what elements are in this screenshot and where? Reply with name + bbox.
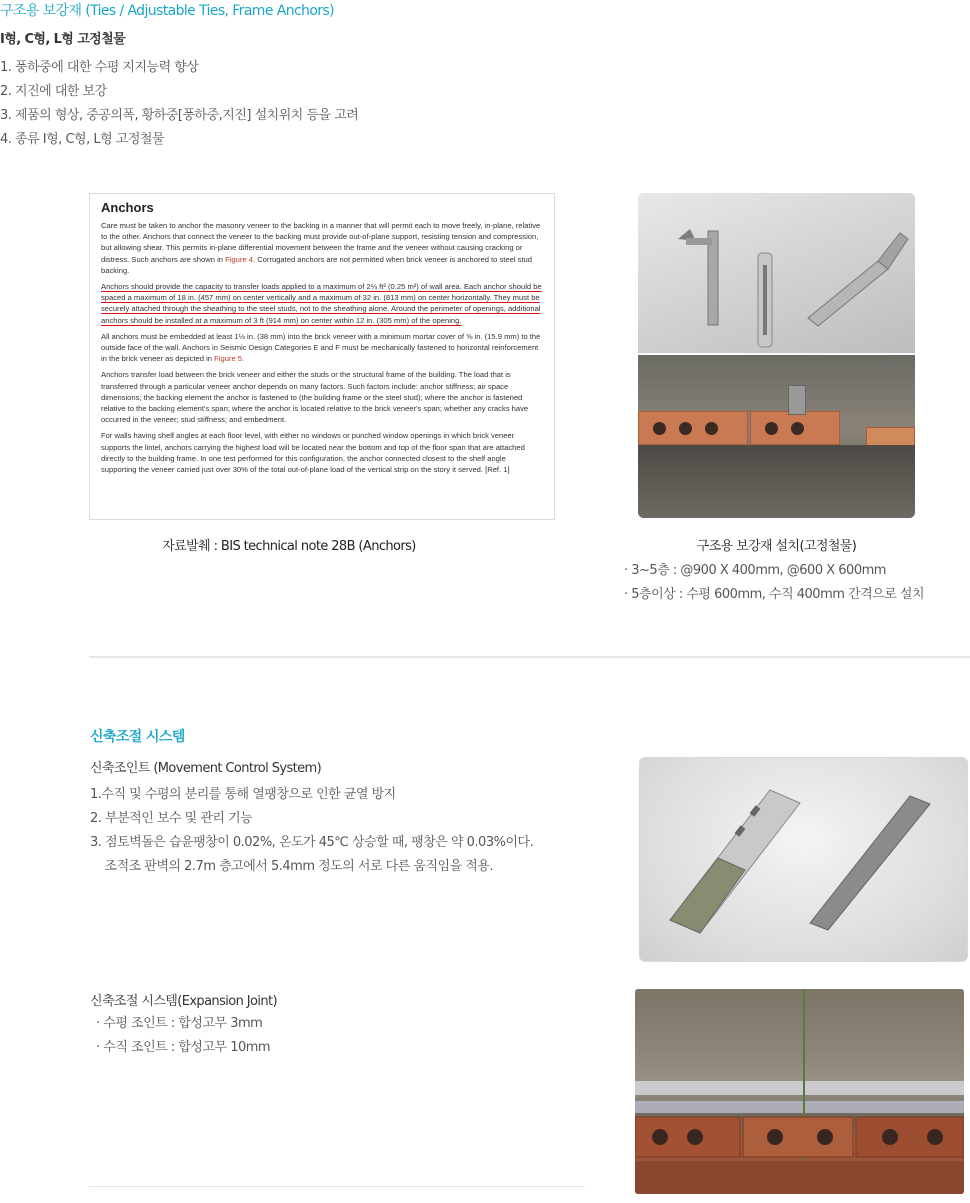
document-paragraph: Anchors transfer load between the brick veneer and either the studs or the structural frame of the building. The load that is transferred through a particular veneer anchor depends on many factors. Such factors include: anchor stiffness; air space dimensions; the backing element the anchor is fastened to (the building frame or the steel stud); where the anchor is fastened relative to the backing element's span; where the anchor is located relative to the brick veneer's span; whether any cracks have occurred in the veneer; stud stiffness; and embedment. [101, 370, 529, 425]
anchor-products-image [638, 193, 915, 353]
movement-joint-products-photo [639, 757, 968, 962]
expansion-joint-photo [635, 989, 964, 1194]
section-title-ties: 구조용 보강재 (Ties / Adjustable Ties, Frame Anchors) [0, 3, 335, 19]
section-divider [89, 656, 970, 658]
section-subtitle-ties: I형, C형, L형 고정철물 [0, 32, 126, 47]
list-item: 2. 지진에 대한 보강 [0, 84, 107, 99]
list-item: 3. 제품의 형상, 중공의폭, 황하중[풍하중,지진] 설치위치 등을 고려 [0, 108, 359, 123]
anchor-photo-caption: 구조용 보강재 설치(고정철물) [696, 539, 857, 554]
bottom-divider [89, 1186, 585, 1187]
document-caption: 자료발췌 : BIS technical note 28B (Anchors) [162, 539, 416, 554]
document-paragraph-highlighted: Anchors should provide the capacity to transfer loads applied to a maximum of 2⅔ ft² (0.25 m²) of wall area. Each anchor should be spaced a maximum of 18 in. (457 mm) on center vertically and a maximum of 32 in. (813 mm) on center horizontally. They must be securely attached through the sheathing to the steel studs, not to the sheathing alone. Around the perimeter of openings, additional anchors should be installed at a maximum of 3 ft (914 mm) on center within 12 in. (305 mm) of the opening. [101, 282, 542, 325]
list-item: 1.수직 및 수평의 분리를 통해 열팽창으로 인한 균열 방지 [90, 787, 396, 802]
document-paragraph: Care must be taken to anchor the masonry veneer to the backing in a manner that will permit each to move freely, in-plane, relative to the other. Anchors that connect the veneer to the backing must provide out-of-plane support, resisting tension and compression, but allowing shear. This permits in-plane differential movement between the frame and the veneer without causing cracking or distress. Such anchors are shown in Figure 4. Corrugated anchors are not permitted when brick veneer is anchored to steel stud backing. [101, 221, 541, 275]
list-item: 조적조 판벽의 2.7m 층고에서 5.4mm 정도의 서로 다른 움직임을 적용. [90, 859, 494, 874]
document-paragraph: All anchors must be embedded at least 1½ in. (38 mm) into the brick veneer with a minimum mortar cover of ⅝ in. (15.9 mm) to the outside face of the wall. Anchors in Seismic Design Categories E and F must be mechanically fastened to horizontal reinforcement in the brick veneer as depicted in Figure 5. [101, 331, 541, 364]
ties-feature-list [0, 56, 358, 152]
list-item: · 3~5층 : @900 X 400mm, @600 X 600mm [624, 563, 886, 578]
anchors-document-excerpt [89, 193, 555, 520]
list-item: · 수직 조인트 : 합성고무 10mm [96, 1040, 271, 1055]
anchor-installation-photo [638, 193, 915, 518]
expansion-joint-list [96, 1012, 270, 1060]
list-item: 4. 종류 I형, C형, L형 고정철물 [0, 132, 165, 147]
document-heading: Anchors [101, 200, 154, 215]
movement-feature-list [90, 783, 533, 879]
document-paragraph: For walls having shelf angles at each floor level, with either no windows or punched window openings in which brick veneer supports the lintel, anchors carrying the highest load will be located near the bottom and top of the floor span that are attached directly to the building frame. In one test performed for this configuration, the anchor connected closest to the shelf angle supporting the veneer carried just over 30% of the total out-of-plane load of the vertical strip on the story it served. [Ref. 1] [101, 431, 525, 475]
section-subtitle-movement: 신축조인트 (Movement Control System) [90, 761, 322, 776]
anchor-spacing-notes [624, 559, 924, 607]
list-item: · 5층이상 : 수평 600mm, 수직 400mm 간격으로 설치 [624, 587, 925, 602]
list-item: 3. 점토벽돌은 습윤팽창이 0.02%, 온도가 45℃ 상승할 때, 팽창은 약 0.03%이다. [90, 835, 534, 850]
section-title-movement: 신축조절 시스템 [90, 729, 185, 745]
list-item: 1. 풍하중에 대한 수평 지지능력 향상 [0, 60, 199, 75]
list-item: · 수평 조인트 : 합성고무 3mm [96, 1016, 263, 1031]
expansion-joint-title: 신축조절 시스템(Expansion Joint) [90, 994, 277, 1009]
list-item: 2. 부분적인 보수 및 관리 기능 [90, 811, 253, 826]
anchor-site-image [638, 355, 915, 518]
